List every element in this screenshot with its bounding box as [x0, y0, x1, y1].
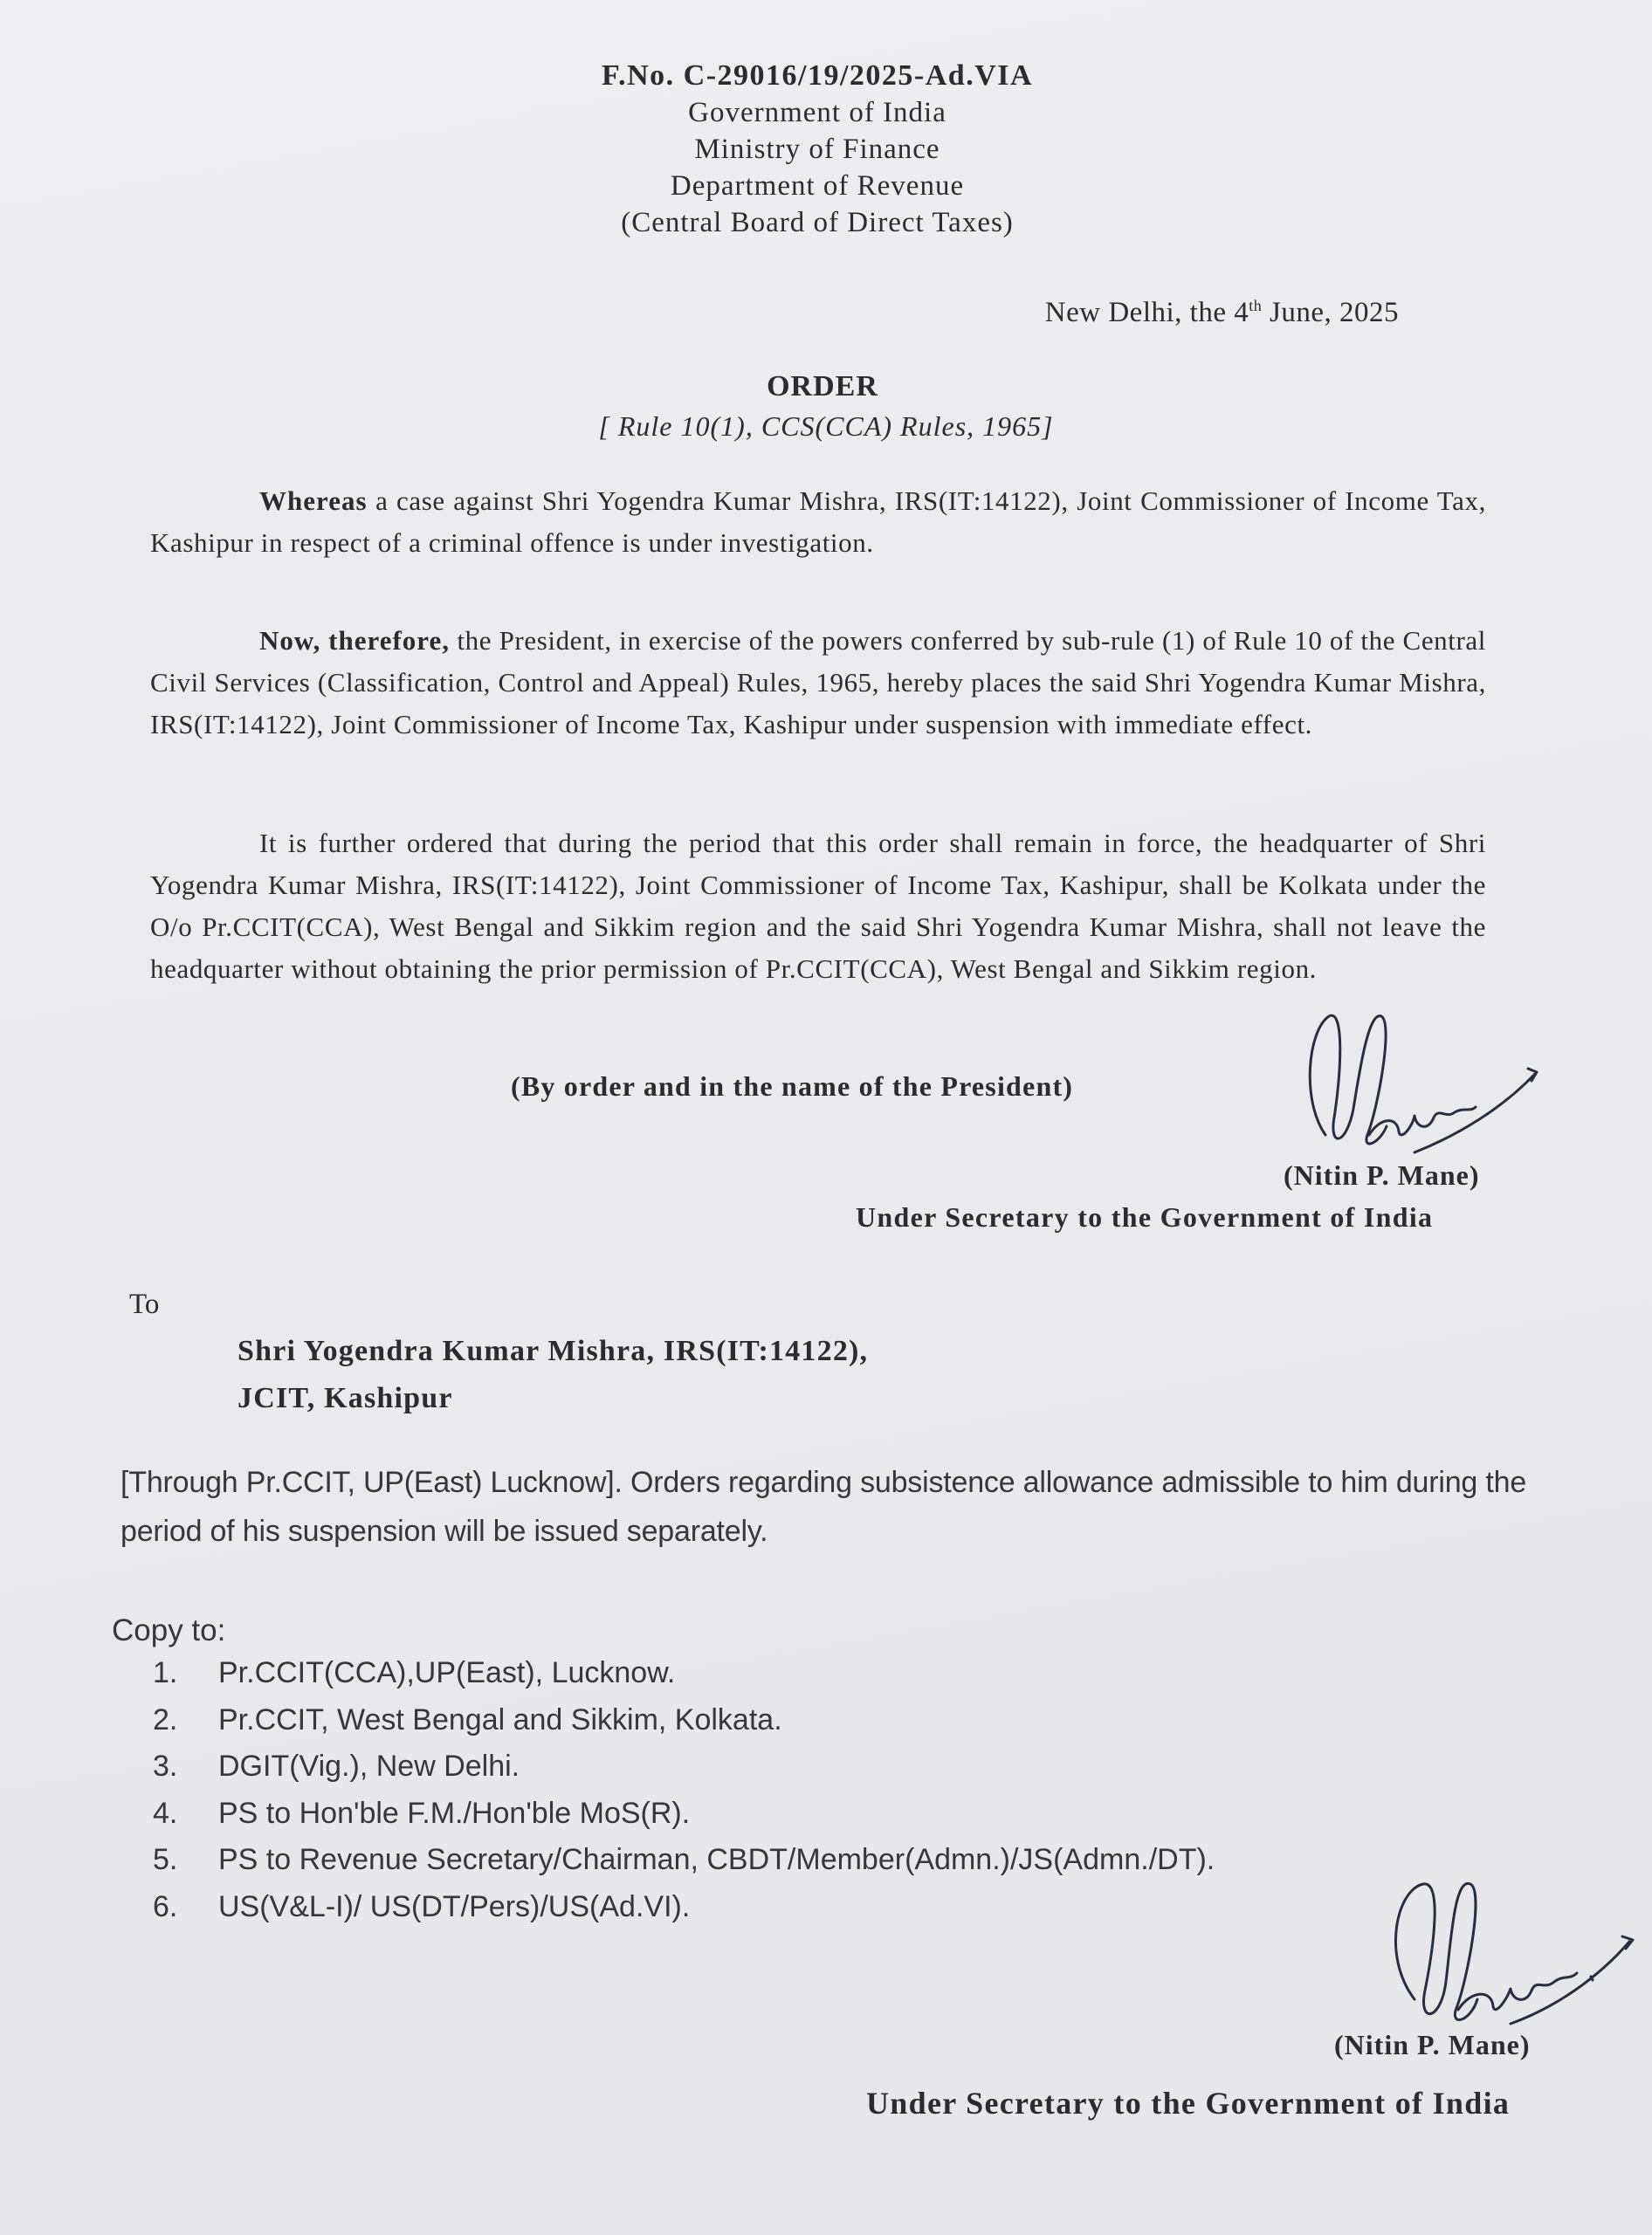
to-label: To	[129, 1289, 160, 1320]
copy-to-item: 3. DGIT(Vig.), New Delhi.	[153, 1750, 520, 1783]
letterhead-board: (Central Board of Direct Taxes)	[621, 207, 1014, 238]
copy-to-item: 4. PS to Hon'ble F.M./Hon'ble MoS(R).	[153, 1796, 691, 1830]
signatory-name-2: (Nitin P. Mane)	[1334, 2029, 1531, 2060]
copy-to-item: 2. Pr.CCIT, West Bengal and Sikkim, Kolkata.	[153, 1702, 782, 1736]
copy-to-item: 1. Pr.CCIT(CCA),UP(East), Lucknow.	[153, 1656, 676, 1689]
signature-2	[1362, 1868, 1642, 2043]
signatory-name-1: (Nitin P. Mane)	[1284, 1159, 1480, 1191]
date-suffix-sup: th	[1249, 297, 1263, 314]
paragraph-headquarter	[150, 822, 1486, 990]
copy-to-item: 5. PS to Revenue Secretary/Chairman, CBDT/Member(Admn.)/JS(Admn./DT).	[153, 1843, 1215, 1876]
order-title: ORDER	[767, 370, 878, 402]
signatory-title-1: Under Secretary to the Government of India	[856, 1201, 1434, 1233]
copy-to-label: Copy to:	[112, 1613, 226, 1647]
date-prefix: New Delhi, the 4	[1044, 297, 1249, 328]
headquarter-text: It is further ordered that during the period that this order shall remain in force, the headquarter of Shri Yogendra Kumar Mishra, IRS(IT:14122), Joint Commissioner of Income Tax, Kashipur, shall be Kolkata under the O/o Pr.CCIT(CCA), West Bengal and Sikkim region and the said Shri Yogendra Kumar Mishra, shall not leave the headquarter without obtaining the prior permission of Pr.CCIT(CCA), West Bengal and Sikkim region.	[150, 828, 1486, 984]
order-rule-reference: [ Rule 10(1), CCS(CCA) Rules, 1965]	[598, 410, 1054, 442]
letterhead-ministry: Ministry of Finance	[694, 134, 940, 165]
paragraph-now-therefore	[150, 620, 1486, 746]
through-note: [Through Pr.CCIT, UP(East) Lucknow]. Orders regarding subsistence allowance admissible to him during the period of his suspension will be issued separately.	[120, 1466, 1527, 1548]
addressee-line-1: Shri Yogendra Kumar Mishra, IRS(IT:14122),	[237, 1335, 869, 1367]
copy-to-item: 6. US(V&L-I)/ US(DT/Pers)/US(Ad.VI).	[153, 1889, 691, 1923]
whereas-lead: Whereas	[259, 485, 368, 516]
copy-to-list	[153, 1650, 1215, 1930]
letterhead-government: Government of India	[688, 97, 946, 128]
file-number: F.No. C-29016/19/2025-Ad.VIA	[601, 59, 1034, 92]
whereas-text: a case against Shri Yogendra Kumar Mishra, IRS(IT:14122), Joint Commissioner of Income Tax, Kashipur in respect of a criminal offence is under investigation.	[150, 485, 1486, 558]
date-rest: June, 2025	[1262, 297, 1399, 328]
now-therefore-text: the President, in exercise of the powers conferred by sub-rule (1) of Rule 10 of the Central Civil Services (Classification, Control and Appeal) Rules, 1965, hereby places the said Shri Yogendra Kumar Mishra, IRS(IT:14122), Joint Commissioner of Income Tax, Kashipur under suspension with immediate effect.	[150, 625, 1486, 739]
paragraph-whereas	[150, 480, 1486, 564]
signatory-title-2: Under Secretary to the Government of India	[866, 2086, 1511, 2121]
now-therefore-lead: Now, therefore,	[259, 625, 450, 656]
order-date	[1045, 297, 1399, 329]
by-order-line: (By order and in the name of the President)	[511, 1070, 1074, 1102]
letterhead-department: Department of Revenue	[670, 170, 965, 202]
signature-1	[1284, 1004, 1545, 1170]
addressee-line-2: JCIT, Kashipur	[237, 1382, 453, 1414]
letterhead	[0, 58, 1643, 241]
